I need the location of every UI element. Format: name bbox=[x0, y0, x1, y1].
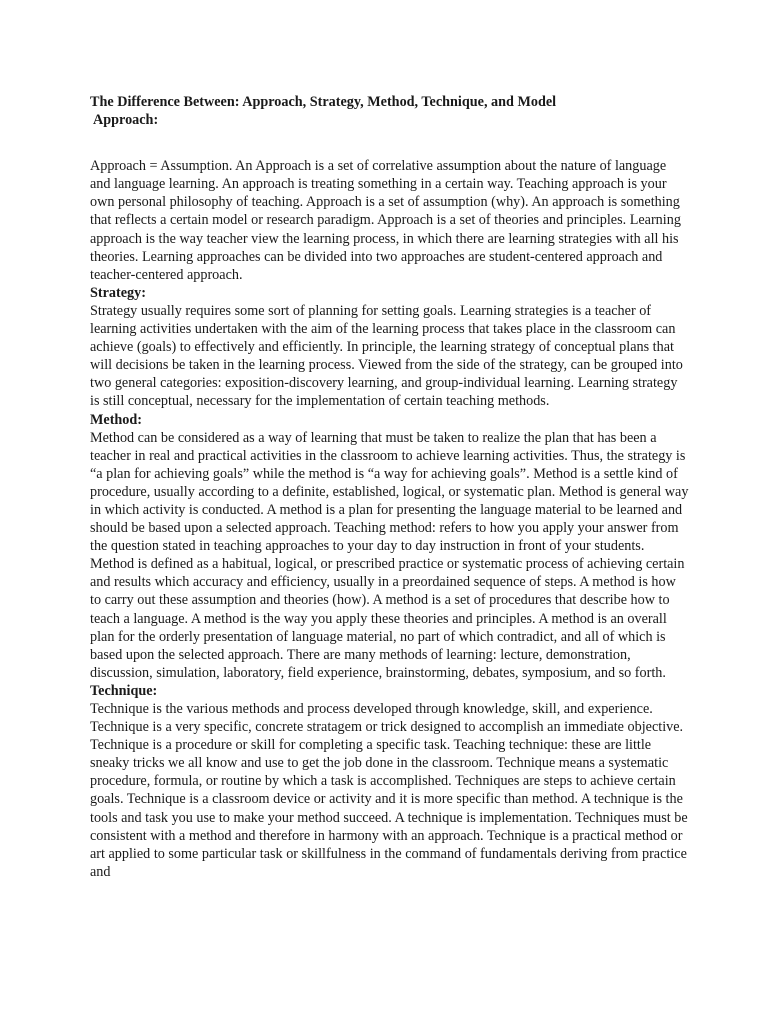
section-heading-approach: Approach: bbox=[93, 112, 159, 129]
section-heading-technique: Technique: bbox=[90, 682, 158, 699]
paragraph-method: Method can be considered as a way of learning that must be taken to realize the plan that has been a teacher in real and practical activities in the classroom to achieve learning activities. Thus, the strategy is “a plan for achieving goals” while the method is “a way for achieving goals”. Method is a settle kind of procedure, usually according to a definite, established, logical, or systematic plan. Method is general way in which activity is conducted. A method is a plan for presenting the language material to be learned and should be based upon a selected approach. Teaching method: refers to how you apply your answer from the question stated in teaching approaches to your day to day instruction in front of your students. Method is defined as a habitual, logical, or prescribed practice or systematic process of achieving certain and results which accuracy and efficiency, usually in a preordained sequence of steps. A method is how to carry out these assumption and theories (how). A method is a set of procedures that describe how to teach a language. A method is the way you apply these theories and principles. A method is an overall plan for the orderly presentation of language material, no part of which contradict, and all of which is based upon the selected approach. There are many methods of learning: lecture, demonstration, discussion, simulation, laboratory, field experience, brainstorming, debates, symposium, and so forth. bbox=[90, 429, 689, 681]
blank-line bbox=[90, 129, 690, 157]
paragraph-technique: Technique is the various methods and process developed through knowledge, skill, and experience. Technique is a very specific, concrete stratagem or trick designed to accomplish an immediate objective. Technique is a procedure or skill for completing a specific task. Teaching technique: these are little sneaky tricks we all know and use to get the job done in the classroom. Technique means a systematic procedure, formula, or routine by which a task is accomplished. Techniques are steps to achieve certain goals. Technique is a classroom device or activity and it is more specific than method. A technique is the tools and task you use to make your method succeed. A technique is implementation. Techniques must be consistent with a method and therefore in harmony with an approach. Technique is a practical method or art applied to some particular task or skillfulness in the command of fundamentals deriving from practice and bbox=[90, 701, 688, 880]
document-page bbox=[90, 93, 690, 881]
section-heading-strategy: Strategy: bbox=[90, 284, 146, 301]
document-title: The Difference Between: Approach, Strategy, Method, Technique, and Model bbox=[90, 94, 557, 110]
paragraph-approach: Approach = Assumption. An Approach is a set of correlative assumption about the nature of language and language learning. An approach is treating something in a certain way. Teaching approach is your own personal philosophy of teaching. Approach is a set of assumption (why). An approach is something that reflects a certain model or research paradigm. Approach is a set of theories and principles. Learning approach is the way teacher view the learning process, in which there are learning strategies with all his theories. Learning approaches can be divided into two approaches are student-centered approach and teacher-centered approach. bbox=[90, 158, 681, 283]
paragraph-strategy: Strategy usually requires some sort of planning for setting goals. Learning strategies is a teacher of learning activities undertaken with the aim of the learning process that takes place in the classroom can achieve (goals) to effectively and efficiently. In principle, the learning strategy of conceptual plans that will decisions be taken in the learning process. Viewed from the side of the strategy, can be grouped into two general categories: exposition-discovery learning, and group-individual learning. Learning strategy is still conceptual, necessary for the implementation of certain teaching methods. bbox=[90, 302, 683, 410]
section-heading-method: Method: bbox=[90, 411, 143, 428]
